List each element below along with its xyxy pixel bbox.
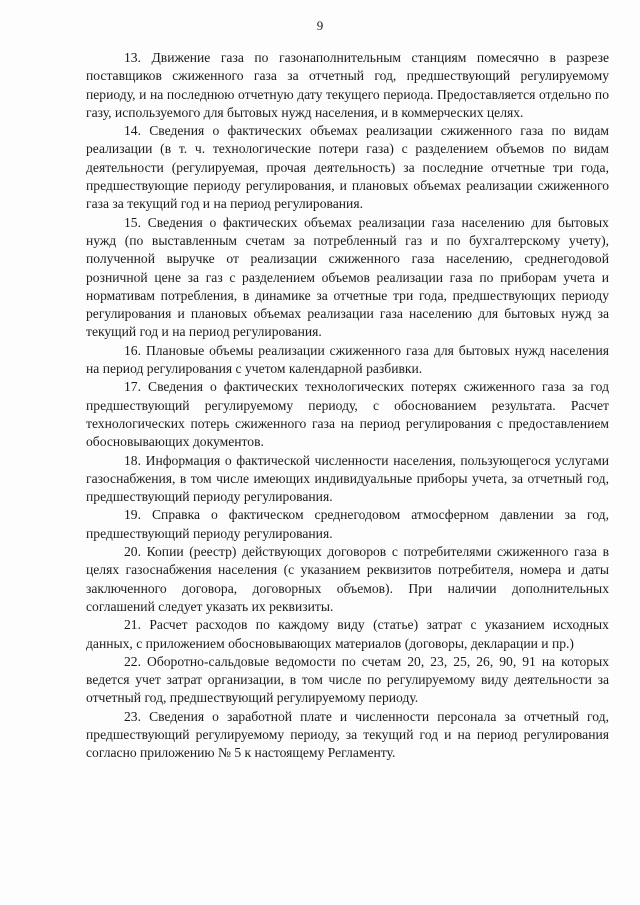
item-number: 15.	[124, 214, 141, 230]
item-text: Сведения о фактических технологических потерях сжиженного газа за год предшествующий регулируемому периоду, с обоснованием результата. Расчет технологических потерь сжиженного газа на период регулирования с предоставлением обосновывающих документов.	[86, 379, 609, 450]
item-number: 13.	[124, 50, 141, 65]
list-item	[86, 708, 609, 763]
item-text: Оборотно-сальдовые ведомости по счетам 20, 23, 25, 26, 90, 91 на которых ведется учет затрат организации, в том числе по регулируемому виду деятельности за отчетный год, предшествующий регулируемому периоду.	[86, 653, 609, 706]
item-number: 16.	[124, 342, 141, 358]
item-number: 23.	[124, 708, 141, 724]
item-text: Движение газа по газонаполнительным станциям помесячно в разрезе поставщиков сжиженного газа за отчетный год, предшествующий регулируемому периоду, и на последнюю отчетную дату текущего периода. Предоставляется отдельно по газу, используемого для бытовых нужд населения, и в коммерческих целях.	[86, 50, 609, 120]
item-text: Сведения о фактических объемах реализации сжиженного газа по видам реализации (в т. ч. технологические потери газа) с разделением объемов по видам деятельности (регулируемая, прочая деятельность) за последние отчетные три года, предшествующие периоду регулирования, и плановых объемах реализации сжиженного газа за текущий год и на период регулирования.	[86, 123, 609, 212]
list-item	[86, 452, 609, 507]
document-body	[86, 49, 609, 763]
item-text: Расчет расходов по каждому виду (статье) затрат с указанием исходных данных, с приложением обосновывающих материалов (договоры, декларации и пр.)	[86, 617, 609, 651]
item-text: Справка о фактическом среднегодовом атмосферном давлении за год, предшествующий периоду регулирования.	[86, 507, 609, 541]
item-text: Сведения о заработной плате и численности персонала за отчетный год, предшествующий регулируемому периоду, за текущий год и на период регулирования согласно приложению № 5 к настоящему Регламенту.	[86, 708, 609, 761]
list-item	[86, 122, 609, 213]
item-number: 20.	[124, 544, 141, 560]
list-item	[86, 506, 609, 543]
item-text: Плановые объемы реализации сжиженного газа для бытовых нужд населения на период регулирования с учетом календарной разбивки.	[86, 342, 609, 377]
item-number: 14.	[124, 123, 141, 139]
item-text: Информация о фактической численности населения, пользующегося услугами газоснабжения, в том числе имеющих индивидуальные приборы учета, за отчетный год, предшествующий периоду регулирования.	[86, 452, 609, 505]
item-number: 22.	[124, 653, 141, 669]
item-number: 19.	[124, 507, 141, 523]
item-number: 21.	[124, 617, 141, 633]
item-number: 18.	[124, 452, 141, 468]
item-text: Копии (реестр) действующих договоров с потребителями сжиженного газа в целях газоснабжения населения (с указанием реквизитов потребителя, номера и даты заключенного договора, договорных объемов). При наличии дополнительных соглашений следует указать их реквизиты.	[86, 544, 609, 614]
list-item	[86, 214, 609, 342]
list-item	[86, 653, 609, 708]
list-item	[86, 543, 609, 616]
list-item	[86, 49, 609, 122]
page-number: 9	[316, 18, 324, 33]
list-item	[86, 378, 609, 451]
item-text: Сведения о фактических объемах реализации газа населению для бытовых нужд (по выставленным счетам за потребленный газ и по бухгалтерскому учету), полученной выручке от реализации сжиженного газа населению, среднегодовой розничной цене за газ с разделением объемов реализации газа по приборам учета и нормативам потребления, в динамике за отчетные три года, предшествующих периоду регулирования и плановых объемах реализации газа населению для бытовых нужд за текущий год и на период регулирования.	[86, 214, 609, 340]
item-number: 17.	[124, 379, 141, 395]
list-item	[86, 342, 609, 379]
list-item	[86, 616, 609, 653]
